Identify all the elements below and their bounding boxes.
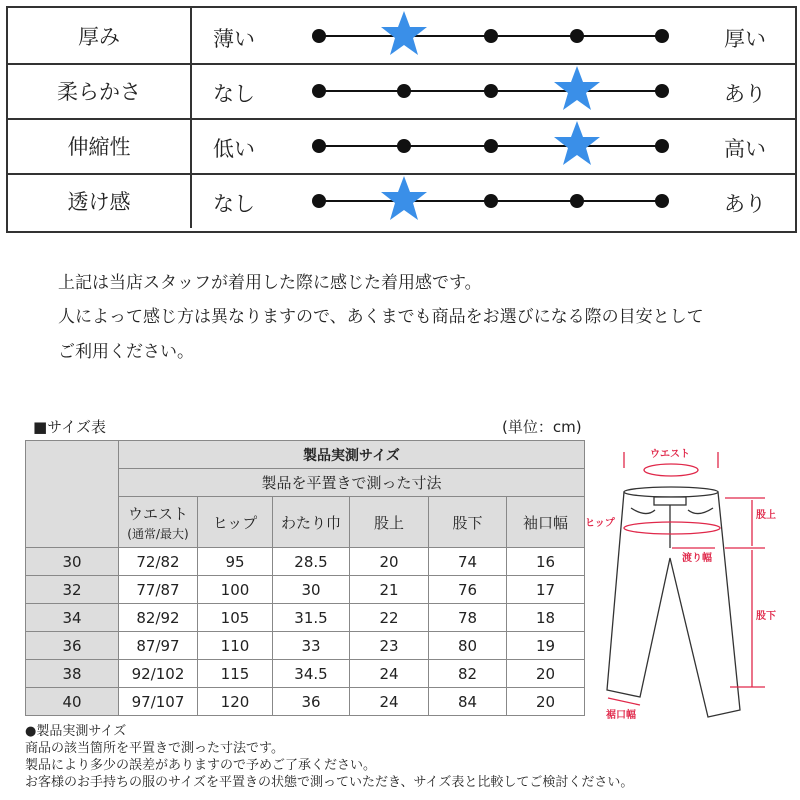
scale-max-label: あり bbox=[724, 82, 766, 106]
value-cell: 19 bbox=[507, 632, 585, 660]
fit-row bbox=[8, 118, 795, 175]
value-cell: 82 bbox=[429, 660, 507, 688]
column-header bbox=[350, 497, 429, 548]
value-cell: 16 bbox=[507, 548, 585, 576]
value-cell: 23 bbox=[350, 632, 429, 660]
scale-dot bbox=[484, 29, 498, 43]
table-row bbox=[26, 548, 585, 576]
scale-min-label: 薄い bbox=[213, 27, 255, 51]
table-row bbox=[26, 604, 585, 632]
fit-row bbox=[8, 8, 795, 65]
scale-dot bbox=[655, 84, 669, 98]
fit-row bbox=[8, 173, 795, 228]
value-cell: 17 bbox=[507, 576, 585, 604]
scale-min-label: なし bbox=[213, 82, 255, 106]
value-cell: 21 bbox=[350, 576, 429, 604]
scale-max-label: 高い bbox=[724, 137, 766, 161]
value-cell: 31.5 bbox=[273, 604, 350, 632]
value-cell: 18 bbox=[507, 604, 585, 632]
column-header-label: ウエスト bbox=[127, 504, 188, 523]
column-header bbox=[273, 497, 350, 548]
size-table-title: ■サイズ表 bbox=[33, 418, 106, 436]
star-icon bbox=[552, 64, 602, 114]
column-header bbox=[429, 497, 507, 548]
value-cell: 105 bbox=[198, 604, 273, 632]
value-cell: 74 bbox=[429, 548, 507, 576]
scale-min-label: 低い bbox=[213, 137, 255, 161]
value-cell: 78 bbox=[429, 604, 507, 632]
table-row bbox=[26, 688, 585, 716]
value-cell: 34.5 bbox=[273, 660, 350, 688]
diagram-label-waist: ウエスト bbox=[650, 449, 690, 460]
table-row bbox=[26, 660, 585, 688]
fit-label: 柔らかさ bbox=[8, 63, 192, 118]
value-cell: 115 bbox=[198, 660, 273, 688]
column-header-label: ヒップ bbox=[212, 513, 258, 532]
size-cell: 38 bbox=[26, 660, 119, 688]
footer-line: 製品により多少の誤差がありますので予めご了承ください。 bbox=[25, 758, 377, 773]
diagram-label-hem: 裾口幅 bbox=[606, 710, 636, 721]
column-header bbox=[119, 497, 198, 548]
size-table bbox=[25, 440, 585, 716]
fit-label: 伸縮性 bbox=[8, 118, 192, 173]
star-icon bbox=[379, 174, 429, 224]
value-cell: 20 bbox=[350, 548, 429, 576]
value-cell: 120 bbox=[198, 688, 273, 716]
scale-dot bbox=[312, 194, 326, 208]
scale-dot bbox=[397, 84, 411, 98]
fit-feel-table bbox=[6, 6, 797, 233]
scale-min-label: なし bbox=[213, 192, 255, 216]
value-cell: 20 bbox=[507, 688, 585, 716]
unit-label: (単位：cm) bbox=[502, 418, 582, 436]
value-cell: 87/97 bbox=[119, 632, 198, 660]
size-cell: 34 bbox=[26, 604, 119, 632]
footer-line: お客様のお手持ちの服のサイズを平置きの状態で測っていただき、サイズ表と比較してご検討ください。 bbox=[25, 775, 634, 790]
column-header-label: 袖口幅 bbox=[522, 513, 568, 532]
footer-line: 商品の該当箇所を平置きで測った寸法です。 bbox=[25, 741, 284, 756]
scale-dot bbox=[655, 194, 669, 208]
note-line: 上記は当店スタッフが着用した際に感じた着用感です。 bbox=[58, 273, 482, 293]
value-cell: 110 bbox=[198, 632, 273, 660]
value-cell: 82/92 bbox=[119, 604, 198, 632]
scale-dot bbox=[312, 139, 326, 153]
table-row bbox=[26, 632, 585, 660]
value-cell: 28.5 bbox=[273, 548, 350, 576]
note-line: ご利用ください。 bbox=[58, 342, 194, 362]
scale-dot bbox=[484, 139, 498, 153]
value-cell: 100 bbox=[198, 576, 273, 604]
diagram-label-thigh: 渡り幅 bbox=[682, 553, 712, 564]
column-header-label: 股上 bbox=[373, 513, 404, 532]
scale-max-label: 厚い bbox=[724, 27, 766, 51]
size-cell: 36 bbox=[26, 632, 119, 660]
column-header bbox=[507, 497, 585, 548]
fit-label: 厚み bbox=[8, 8, 192, 63]
scale-dot bbox=[312, 29, 326, 43]
scale-dot bbox=[484, 194, 498, 208]
group-header: 製品実測サイズ bbox=[119, 441, 585, 469]
column-header bbox=[198, 497, 273, 548]
value-cell: 77/87 bbox=[119, 576, 198, 604]
scale-dot bbox=[570, 194, 584, 208]
pants-measurement-diagram bbox=[585, 440, 800, 721]
value-cell: 36 bbox=[273, 688, 350, 716]
value-cell: 80 bbox=[429, 632, 507, 660]
size-cell: 30 bbox=[26, 548, 119, 576]
value-cell: 92/102 bbox=[119, 660, 198, 688]
size-cell: 32 bbox=[26, 576, 119, 604]
value-cell: 30 bbox=[273, 576, 350, 604]
value-cell: 95 bbox=[198, 548, 273, 576]
scale-dot bbox=[655, 29, 669, 43]
value-cell: 84 bbox=[429, 688, 507, 716]
column-header-label: わたり巾 bbox=[280, 513, 341, 532]
star-icon bbox=[379, 9, 429, 59]
star-icon bbox=[552, 119, 602, 169]
note-line: 人によって感じ方は異なりますので、あくまでも商品をお選びになる際の目安として bbox=[58, 307, 704, 327]
fit-row bbox=[8, 63, 795, 120]
scale-dot bbox=[570, 29, 584, 43]
table-row bbox=[26, 576, 585, 604]
corner-cell bbox=[26, 441, 119, 548]
diagram-label-inseam: 股下 bbox=[756, 611, 776, 622]
waist-note: (通常/最大) bbox=[127, 526, 189, 541]
sub-header: 製品を平置きで測った寸法 bbox=[119, 469, 585, 497]
size-cell: 40 bbox=[26, 688, 119, 716]
value-cell: 22 bbox=[350, 604, 429, 632]
value-cell: 24 bbox=[350, 660, 429, 688]
footer-line: ●製品実測サイズ bbox=[25, 724, 127, 739]
scale-dot bbox=[484, 84, 498, 98]
scale-max-label: あり bbox=[724, 192, 766, 216]
column-header-label: 股下 bbox=[452, 513, 483, 532]
value-cell: 33 bbox=[273, 632, 350, 660]
value-cell: 72/82 bbox=[119, 548, 198, 576]
value-cell: 20 bbox=[507, 660, 585, 688]
value-cell: 97/107 bbox=[119, 688, 198, 716]
diagram-label-rise: 股上 bbox=[756, 510, 776, 521]
value-cell: 76 bbox=[429, 576, 507, 604]
fit-label: 透け感 bbox=[8, 173, 192, 228]
scale-dot bbox=[397, 139, 411, 153]
diagram-label-hip: ヒップ bbox=[585, 518, 615, 529]
value-cell: 24 bbox=[350, 688, 429, 716]
scale-dot bbox=[655, 139, 669, 153]
scale-dot bbox=[312, 84, 326, 98]
